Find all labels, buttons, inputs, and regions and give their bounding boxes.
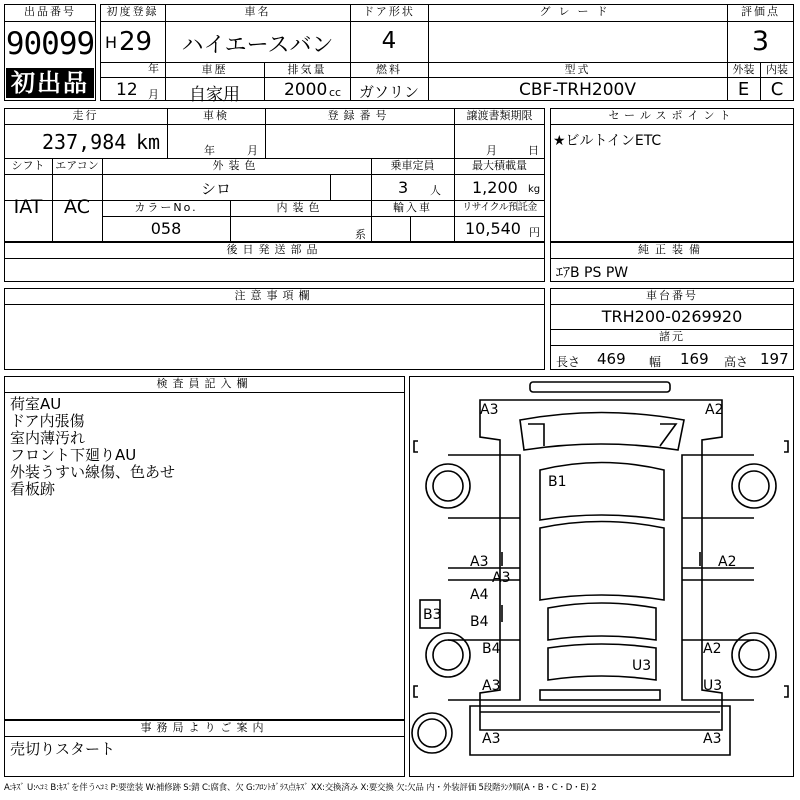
first-reg-month: 12 [116,80,138,100]
shift-label: シフト [11,159,45,172]
remark-line: ドア内張傷 [10,412,85,430]
mileage-value: 237,984 [42,130,127,154]
interior-color-label: 内装色 [276,201,325,214]
capacity-value: 3 [398,178,409,197]
load-unit: kg [528,184,541,195]
first-reg-label: 初度登録 [106,5,159,18]
lot-number: 90099 [5,26,95,62]
shift-value: IAT [13,196,43,218]
notes-label: 注意事項欄 [234,289,315,302]
exterior-label: 外装 [732,63,755,76]
color-label: 外装色 [212,159,261,172]
details-grid [4,108,545,242]
month-unit: 月 [148,88,159,101]
ac-value: AC [64,196,90,218]
damage-mark: B1 [548,474,567,490]
damage-mark: A3 [492,570,511,586]
load-label: 最大積載量 [472,159,527,172]
inspector-remarks [10,396,175,498]
car-diagram [409,376,794,777]
displacement-unit: cc [329,86,342,99]
score-value: 3 [751,26,770,57]
office-label: 事務局よりご案内 [140,721,269,734]
capacity-label: 乗車定員 [390,159,435,172]
color-value: シロ [200,180,231,198]
damage-mark: U3 [632,658,652,674]
exterior-value: E [737,79,750,100]
height-label: 高さ [724,355,749,369]
fuel-value: ガソリン [358,83,419,101]
mileage-label: 走行 [72,109,99,122]
capacity-unit: 人 [430,184,441,197]
remark-line: 室内薄汚れ [10,429,86,447]
damage-mark: B4 [470,614,489,630]
damage-mark: B4 [482,641,501,657]
interior-label: 内装 [766,63,788,76]
mileage-unit: km [136,130,161,154]
damage-mark: B3 [423,607,442,623]
transfer-day-unit: 日 [528,144,539,157]
sales-point-box [550,108,794,242]
later-parts-label: 後日発送部品 [226,243,323,256]
registration-label: 登録番号 [327,109,392,122]
chassis-label: 車台番号 [646,289,698,302]
sales-point-label: セールスポイント [608,109,736,122]
displacement-value: 2000 [284,80,328,100]
inspection-month-unit: 月 [247,144,258,157]
year-unit: 年 [148,62,159,75]
remark-line: 看板跡 [10,480,56,498]
width-value: 169 [680,350,709,368]
fuel-label: 燃料 [376,63,402,76]
remark-line: フロント下廻りAU [10,446,137,464]
car-name: ハイエースバン [181,33,334,58]
ac-label: エアコン [55,159,99,172]
damage-mark: A2 [718,554,737,570]
damage-mark: A3 [482,678,501,694]
damage-mark: A3 [703,731,722,747]
damage-mark: U3 [703,678,723,694]
equipment-text: ｴｱB PS PW [556,265,629,281]
length-value: 469 [597,350,626,368]
door-label: ドア形状 [363,5,415,18]
damage-mark: A3 [482,731,501,747]
chassis-number: TRH200-0269920 [601,307,743,326]
model-label: 型式 [564,63,591,76]
history-value: 自家用 [189,85,240,105]
lot-label: 出品番号 [24,5,76,18]
load-value: 1,200 [472,178,518,197]
grade-label: グレード [539,5,616,18]
car-name-label: 車名 [244,5,271,18]
door-count: 4 [381,28,397,54]
interior-value: C [770,79,784,100]
score-label: 評価点 [741,5,780,18]
history-label: 車歴 [201,63,228,76]
damage-marks [423,402,736,747]
recycle-unit: 円 [529,226,540,239]
import-label: 輸入車 [393,201,432,214]
inspection-label: 車検 [203,109,229,122]
first-listing-badge: 初出品 [6,68,94,98]
recycle-value: 10,540 [465,219,521,238]
displacement-label: 排気量 [287,63,327,76]
height-value: 197 [760,350,789,368]
model-value: CBF-TRH200V [519,80,636,100]
office-text: 売切りスタート [10,740,116,758]
interior-color-unit: 系 [355,228,366,241]
era-letter: H [105,33,118,52]
color-no-value: 058 [150,219,182,238]
first-reg-year: 29 [119,27,153,57]
damage-mark: A4 [470,587,489,603]
damage-mark: A3 [480,402,499,418]
recycle-label: リサイクル預託金 [462,202,537,213]
remark-line: 外装うすい線傷、色あせ [10,463,176,481]
length-label: 長さ [556,355,581,369]
inspection-year-unit: 年 [204,144,215,157]
transfer-label: 譲渡書類期限 [466,109,533,122]
equipment-label: 純正装備 [638,243,706,256]
sales-point-text: ★ビルトインETC [553,133,662,149]
dimensions-label: 諸元 [659,330,685,343]
width-label: 幅 [649,355,662,369]
color-no-label: カラーNo. [134,201,198,214]
legend-text: A:ｷｽﾞ U:ﾍｺﾐ B:ｷｽﾞを伴うﾍｺﾐ P:要塗装 W:補修跡 S:錆 C:腐食、欠 G:ﾌﾛﾝﾄｶﾞﾗｽ点ｷｽﾞ XX:交換済み X:要交換 欠:欠品 内・外装評価 5段階ﾗﾝｸ順(A・B・C・D・E) 2 [4,783,597,793]
damage-mark: A2 [703,641,722,657]
damage-mark: A2 [705,402,724,418]
damage-mark: A3 [470,554,489,570]
transfer-month-unit: 月 [486,144,497,157]
inspector-label: 検査員記入欄 [156,377,253,390]
remark-line: 荷室AU [10,395,62,413]
